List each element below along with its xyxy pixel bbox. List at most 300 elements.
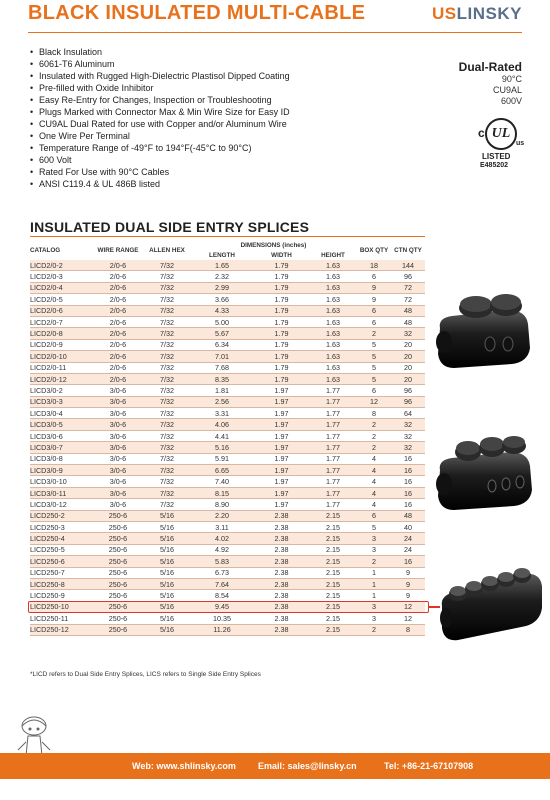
cell-height: 1.63 xyxy=(309,339,357,350)
cell-catalog: LICD250-3 xyxy=(30,521,92,532)
cell-allen-hex: 7/32 xyxy=(144,328,190,339)
cell-height: 1.63 xyxy=(309,373,357,384)
cell-catalog: LICD2/0-2 xyxy=(30,260,92,271)
feature-item: • 600 Volt xyxy=(30,154,430,166)
feature-item: • 6061-T6 Aluminum xyxy=(30,58,430,70)
cell-catalog: LICD2/0-10 xyxy=(30,351,92,362)
cell-width: 1.79 xyxy=(254,362,309,373)
cell-wire-range: 250-6 xyxy=(92,521,144,532)
cell-box-qty: 1 xyxy=(357,578,391,589)
cell-wire-range: 2/0-6 xyxy=(92,294,144,305)
cell-width: 2.38 xyxy=(254,544,309,555)
cell-catalog: LICD2/0-12 xyxy=(30,373,92,384)
cell-catalog: LICD3/0-10 xyxy=(30,476,92,487)
cell-allen-hex: 5/16 xyxy=(144,613,190,624)
cell-height: 1.77 xyxy=(309,419,357,430)
cell-box-qty: 5 xyxy=(357,373,391,384)
cell-width: 2.38 xyxy=(254,590,309,601)
cell-catalog: LICD2/0-5 xyxy=(30,294,92,305)
cell-ctn-qty: 8 xyxy=(391,624,425,635)
cell-length: 2.56 xyxy=(190,396,254,407)
ul-listed-label: LISTED xyxy=(482,152,511,161)
cell-allen-hex: 7/32 xyxy=(144,316,190,327)
cell-height: 2.15 xyxy=(309,556,357,567)
cell-height: 1.63 xyxy=(309,294,357,305)
cell-length: 8.54 xyxy=(190,590,254,601)
table-row xyxy=(30,282,425,293)
cell-box-qty: 2 xyxy=(357,328,391,339)
cell-catalog: LICD3/0-11 xyxy=(30,487,92,498)
cell-box-qty: 4 xyxy=(357,465,391,476)
feature-item: • Temperature Range of -49°F to 194°F(-45°C to 90°C) xyxy=(30,142,430,154)
cell-width: 2.38 xyxy=(254,624,309,635)
cell-box-qty: 5 xyxy=(357,362,391,373)
cell-catalog: LICD2/0-8 xyxy=(30,328,92,339)
cell-ctn-qty: 16 xyxy=(391,465,425,476)
cell-catalog: LICD3/0-6 xyxy=(30,430,92,441)
cell-width: 2.38 xyxy=(254,510,309,521)
cell-height: 1.77 xyxy=(309,465,357,476)
cell-catalog: LICD3/0-8 xyxy=(30,453,92,464)
cell-allen-hex: 7/32 xyxy=(144,305,190,316)
cell-box-qty: 2 xyxy=(357,442,391,453)
cell-catalog: LICD2/0-4 xyxy=(30,282,92,293)
feature-item: • Easy Re-Entry for Changes, Inspection or Troubleshooting xyxy=(30,94,430,106)
table-row xyxy=(30,567,425,578)
footer-tel: Tel: +86-21-67107908 xyxy=(384,761,474,771)
cell-wire-range: 250-6 xyxy=(92,590,144,601)
cell-wire-range: 250-6 xyxy=(92,578,144,589)
cell-allen-hex: 5/16 xyxy=(144,544,190,555)
feature-list xyxy=(30,46,430,190)
cell-length: 7.40 xyxy=(190,476,254,487)
cell-width: 1.79 xyxy=(254,339,309,350)
table-row xyxy=(30,487,425,498)
cell-wire-range: 2/0-6 xyxy=(92,339,144,350)
cell-width: 1.79 xyxy=(254,282,309,293)
cell-box-qty: 1 xyxy=(357,590,391,601)
cell-wire-range: 3/0-6 xyxy=(92,408,144,419)
cell-allen-hex: 7/32 xyxy=(144,294,190,305)
table-row xyxy=(30,430,425,441)
cell-width: 2.38 xyxy=(254,601,309,612)
cell-wire-range: 3/0-6 xyxy=(92,442,144,453)
cell-length: 10.35 xyxy=(190,613,254,624)
cell-wire-range: 250-6 xyxy=(92,567,144,578)
section-divider xyxy=(30,236,425,237)
ul-listed-mark-icon xyxy=(480,118,524,172)
cell-length: 5.16 xyxy=(190,442,254,453)
cell-catalog: LICD3/0-9 xyxy=(30,465,92,476)
cell-box-qty: 3 xyxy=(357,613,391,624)
cell-allen-hex: 7/32 xyxy=(144,487,190,498)
cell-wire-range: 250-6 xyxy=(92,556,144,567)
cell-catalog: LICD2/0-9 xyxy=(30,339,92,350)
cell-box-qty: 5 xyxy=(357,521,391,532)
table-row xyxy=(30,556,425,567)
dual-rated-block xyxy=(422,60,522,107)
cell-wire-range: 250-6 xyxy=(92,510,144,521)
cell-height: 2.15 xyxy=(309,613,357,624)
cell-box-qty: 2 xyxy=(357,624,391,635)
cell-width: 1.97 xyxy=(254,408,309,419)
cell-wire-range: 3/0-6 xyxy=(92,499,144,510)
cell-height: 1.77 xyxy=(309,499,357,510)
table-row xyxy=(30,544,425,555)
cell-length: 7.01 xyxy=(190,351,254,362)
cell-allen-hex: 7/32 xyxy=(144,362,190,373)
cell-height: 1.77 xyxy=(309,408,357,419)
cell-box-qty: 18 xyxy=(357,260,391,271)
cell-wire-range: 2/0-6 xyxy=(92,305,144,316)
table-row xyxy=(30,578,425,589)
table-row xyxy=(30,294,425,305)
logo-prefix: US xyxy=(432,4,457,23)
cell-length: 5.67 xyxy=(190,328,254,339)
cell-box-qty: 12 xyxy=(357,396,391,407)
cell-ctn-qty: 16 xyxy=(391,556,425,567)
cell-box-qty: 4 xyxy=(357,453,391,464)
cell-catalog: LICD250-5 xyxy=(30,544,92,555)
cell-ctn-qty: 32 xyxy=(391,419,425,430)
cell-ctn-qty: 20 xyxy=(391,362,425,373)
cell-allen-hex: 7/32 xyxy=(144,373,190,384)
cell-height: 1.77 xyxy=(309,453,357,464)
cell-wire-range: 3/0-6 xyxy=(92,385,144,396)
cell-allen-hex: 5/16 xyxy=(144,521,190,532)
splice-multi-port-image xyxy=(436,556,546,646)
cell-height: 1.77 xyxy=(309,430,357,441)
splice-2-port-image xyxy=(430,288,540,374)
cell-height: 1.77 xyxy=(309,385,357,396)
cell-wire-range: 250-6 xyxy=(92,544,144,555)
cell-ctn-qty: 24 xyxy=(391,544,425,555)
cell-height: 1.63 xyxy=(309,305,357,316)
feature-item: • Pre-filled with Oxide Inhibitor xyxy=(30,82,430,94)
cell-length: 8.90 xyxy=(190,499,254,510)
cell-ctn-qty: 32 xyxy=(391,430,425,441)
footer-bar xyxy=(0,753,550,779)
cell-height: 1.63 xyxy=(309,316,357,327)
feature-item: • CU9AL Dual Rated for use with Copper and/or Aluminum Wire xyxy=(30,118,430,130)
cell-height: 2.15 xyxy=(309,624,357,635)
cell-height: 2.15 xyxy=(309,533,357,544)
col-header-catalog: CATALOG xyxy=(30,246,61,254)
cell-length: 7.68 xyxy=(190,362,254,373)
col-header-ctn-qty: CTN QTY xyxy=(394,246,422,254)
cell-ctn-qty: 9 xyxy=(391,590,425,601)
table-footnote: *LICD refers to Dual Side Entry Splices, LICS refers to Single Side Entry Splices xyxy=(30,671,261,678)
cell-box-qty: 6 xyxy=(357,305,391,316)
cell-wire-range: 2/0-6 xyxy=(92,328,144,339)
highlighted-row-outline xyxy=(28,601,429,613)
ul-file-number: E485202 xyxy=(480,162,509,169)
cell-width: 1.79 xyxy=(254,351,309,362)
cell-allen-hex: 7/32 xyxy=(144,499,190,510)
cell-box-qty: 5 xyxy=(357,351,391,362)
table-row xyxy=(30,624,425,635)
section-title: INSULATED DUAL SIDE ENTRY SPLICES xyxy=(30,219,310,235)
cell-width: 2.38 xyxy=(254,578,309,589)
cell-length: 2.20 xyxy=(190,510,254,521)
cell-allen-hex: 7/32 xyxy=(144,351,190,362)
cell-width: 2.38 xyxy=(254,567,309,578)
table-row xyxy=(30,590,425,601)
feature-item: • One Wire Per Terminal xyxy=(30,130,430,142)
cell-catalog: LICD250-2 xyxy=(30,510,92,521)
table-row xyxy=(30,362,425,373)
cell-length: 4.33 xyxy=(190,305,254,316)
cell-wire-range: 2/0-6 xyxy=(92,351,144,362)
cell-ctn-qty: 20 xyxy=(391,373,425,384)
cell-height: 2.15 xyxy=(309,544,357,555)
cell-allen-hex: 7/32 xyxy=(144,396,190,407)
rating-line: 90°C xyxy=(501,74,522,84)
cell-height: 2.15 xyxy=(309,590,357,601)
cell-width: 1.79 xyxy=(254,373,309,384)
feature-item: • Plugs Marked with Connector Max & Min Wire Size for Easy ID xyxy=(30,106,430,118)
cell-catalog: LICD250-6 xyxy=(30,556,92,567)
table-row xyxy=(30,476,425,487)
cell-allen-hex: 7/32 xyxy=(144,442,190,453)
cell-length: 8.15 xyxy=(190,487,254,498)
feature-item: • Insulated with Rugged High-Dielectric Plastisol Dipped Coating xyxy=(30,70,430,82)
cell-wire-range: 3/0-6 xyxy=(92,465,144,476)
cell-box-qty: 5 xyxy=(357,339,391,350)
cell-catalog: LICD250-7 xyxy=(30,567,92,578)
table-row xyxy=(30,271,425,282)
cell-width: 1.79 xyxy=(254,271,309,282)
cell-width: 1.97 xyxy=(254,419,309,430)
ul-us-mark: us xyxy=(516,140,525,147)
cell-width: 2.38 xyxy=(254,521,309,532)
cell-height: 1.77 xyxy=(309,396,357,407)
cell-catalog: LICD250-10 xyxy=(30,601,92,612)
table-row xyxy=(30,419,425,430)
table-row xyxy=(30,351,425,362)
cell-ctn-qty: 16 xyxy=(391,453,425,464)
cell-box-qty: 6 xyxy=(357,385,391,396)
ul-c-mark: c xyxy=(478,126,485,140)
cell-length: 2.99 xyxy=(190,282,254,293)
cell-box-qty: 6 xyxy=(357,271,391,282)
cell-ctn-qty: 16 xyxy=(391,476,425,487)
cell-width: 1.79 xyxy=(254,316,309,327)
cell-catalog: LICD250-9 xyxy=(30,590,92,601)
cell-box-qty: 4 xyxy=(357,487,391,498)
cell-length: 6.34 xyxy=(190,339,254,350)
rating-title: Dual-Rated xyxy=(458,60,522,74)
cell-allen-hex: 5/16 xyxy=(144,624,190,635)
cell-catalog: LICD250-12 xyxy=(30,624,92,635)
cell-width: 1.97 xyxy=(254,396,309,407)
table-row xyxy=(30,396,425,407)
feature-item: • Rated For Use with 90°C Cables xyxy=(30,166,430,178)
cell-length: 2.32 xyxy=(190,271,254,282)
cell-catalog: LICD2/0-11 xyxy=(30,362,92,373)
ul-circle: UL xyxy=(485,118,517,150)
page-header xyxy=(0,0,550,36)
cell-length: 4.41 xyxy=(190,430,254,441)
cell-ctn-qty: 48 xyxy=(391,305,425,316)
table-row xyxy=(30,499,425,510)
cell-height: 1.63 xyxy=(309,328,357,339)
col-header-allen-hex: ALLEN HEX xyxy=(149,246,185,254)
table-row xyxy=(30,442,425,453)
rating-line: 600V xyxy=(500,96,522,106)
brand-logo xyxy=(432,4,522,24)
cell-ctn-qty: 16 xyxy=(391,487,425,498)
cell-allen-hex: 5/16 xyxy=(144,510,190,521)
cell-wire-range: 250-6 xyxy=(92,533,144,544)
cell-allen-hex: 7/32 xyxy=(144,339,190,350)
cell-width: 1.97 xyxy=(254,453,309,464)
cell-ctn-qty: 96 xyxy=(391,385,425,396)
cell-wire-range: 3/0-6 xyxy=(92,430,144,441)
cell-allen-hex: 5/16 xyxy=(144,578,190,589)
cell-length: 4.06 xyxy=(190,419,254,430)
cell-box-qty: 3 xyxy=(357,544,391,555)
cell-length: 5.83 xyxy=(190,556,254,567)
table-row xyxy=(30,316,425,327)
cell-catalog: LICD2/0-3 xyxy=(30,271,92,282)
cell-length: 6.65 xyxy=(190,465,254,476)
cell-catalog: LICD3/0-2 xyxy=(30,385,92,396)
cell-allen-hex: 7/32 xyxy=(144,476,190,487)
table-row xyxy=(30,260,425,271)
cell-wire-range: 250-6 xyxy=(92,613,144,624)
table-row xyxy=(30,328,425,339)
logo-suffix: LINSKY xyxy=(456,4,522,23)
cell-catalog: LICD3/0-4 xyxy=(30,408,92,419)
cell-ctn-qty: 48 xyxy=(391,316,425,327)
cell-wire-range: 2/0-6 xyxy=(92,316,144,327)
cell-length: 8.35 xyxy=(190,373,254,384)
cell-height: 1.63 xyxy=(309,260,357,271)
col-header-dimensions: DIMENSIONS (inches) xyxy=(240,241,307,249)
cell-ctn-qty: 72 xyxy=(391,282,425,293)
footer-email: Email: sales@linsky.cn xyxy=(258,761,357,771)
cell-wire-range: 2/0-6 xyxy=(92,362,144,373)
col-header-height: HEIGHT xyxy=(321,251,345,259)
cell-box-qty: 2 xyxy=(357,419,391,430)
cell-height: 2.15 xyxy=(309,567,357,578)
cell-catalog: LICD3/0-7 xyxy=(30,442,92,453)
cell-wire-range: 2/0-6 xyxy=(92,260,144,271)
col-header-wire-range: WIRE RANGE xyxy=(97,246,139,254)
cell-wire-range: 3/0-6 xyxy=(92,487,144,498)
cell-allen-hex: 7/32 xyxy=(144,419,190,430)
cell-ctn-qty: 32 xyxy=(391,328,425,339)
cell-box-qty: 4 xyxy=(357,499,391,510)
table-row xyxy=(30,533,425,544)
cell-ctn-qty: 16 xyxy=(391,499,425,510)
table-row xyxy=(30,510,425,521)
cell-box-qty: 9 xyxy=(357,282,391,293)
cell-length: 4.92 xyxy=(190,544,254,555)
cell-catalog: LICD250-4 xyxy=(30,533,92,544)
cell-width: 2.38 xyxy=(254,533,309,544)
cell-wire-range: 2/0-6 xyxy=(92,282,144,293)
cell-catalog: LICD250-8 xyxy=(30,578,92,589)
col-header-box-qty: BOX QTY xyxy=(359,246,389,254)
cell-wire-range: 3/0-6 xyxy=(92,419,144,430)
spec-table xyxy=(30,240,425,636)
cell-ctn-qty: 96 xyxy=(391,396,425,407)
cell-catalog: LICD3/0-3 xyxy=(30,396,92,407)
cell-width: 1.79 xyxy=(254,305,309,316)
cell-height: 1.77 xyxy=(309,487,357,498)
cell-height: 1.63 xyxy=(309,282,357,293)
cell-allen-hex: 7/32 xyxy=(144,430,190,441)
cell-ctn-qty: 96 xyxy=(391,271,425,282)
cell-length: 6.73 xyxy=(190,567,254,578)
cell-box-qty: 4 xyxy=(357,476,391,487)
cell-ctn-qty: 9 xyxy=(391,567,425,578)
cell-length: 7.64 xyxy=(190,578,254,589)
cell-box-qty: 8 xyxy=(357,408,391,419)
cell-width: 1.97 xyxy=(254,487,309,498)
cell-catalog: LICD3/0-12 xyxy=(30,499,92,510)
table-row xyxy=(30,373,425,384)
cell-length: 1.81 xyxy=(190,385,254,396)
cell-allen-hex: 7/32 xyxy=(144,260,190,271)
cell-ctn-qty: 20 xyxy=(391,339,425,350)
cell-height: 1.63 xyxy=(309,271,357,282)
table-row xyxy=(30,453,425,464)
table-row xyxy=(30,613,425,624)
col-header-width: WIDTH xyxy=(271,251,292,259)
cell-ctn-qty: 64 xyxy=(391,408,425,419)
cell-ctn-qty: 9 xyxy=(391,578,425,589)
cell-wire-range: 250-6 xyxy=(92,624,144,635)
cell-wire-range: 3/0-6 xyxy=(92,453,144,464)
cell-allen-hex: 5/16 xyxy=(144,590,190,601)
cell-allen-hex: 7/32 xyxy=(144,282,190,293)
cell-allen-hex: 7/32 xyxy=(144,465,190,476)
cell-width: 1.97 xyxy=(254,499,309,510)
cell-length: 9.45 xyxy=(190,601,254,612)
feature-item: • Black Insulation xyxy=(30,46,430,58)
table-row xyxy=(30,339,425,350)
cell-wire-range: 2/0-6 xyxy=(92,373,144,384)
cell-height: 1.77 xyxy=(309,476,357,487)
page-title: BLACK INSULATED MULTI-CABLE xyxy=(28,2,366,24)
spec-table-body xyxy=(30,260,425,635)
cell-height: 1.77 xyxy=(309,442,357,453)
cell-length: 3.11 xyxy=(190,521,254,532)
table-row xyxy=(30,385,425,396)
cell-width: 1.97 xyxy=(254,476,309,487)
cell-ctn-qty: 40 xyxy=(391,521,425,532)
cell-length: 4.02 xyxy=(190,533,254,544)
cell-width: 1.97 xyxy=(254,465,309,476)
cell-ctn-qty: 32 xyxy=(391,442,425,453)
cell-width: 1.79 xyxy=(254,328,309,339)
cell-ctn-qty: 48 xyxy=(391,510,425,521)
cell-ctn-qty: 144 xyxy=(391,260,425,271)
cell-wire-range: 3/0-6 xyxy=(92,396,144,407)
cell-width: 1.79 xyxy=(254,260,309,271)
cell-wire-range: 2/0-6 xyxy=(92,271,144,282)
cell-catalog: LICD250-11 xyxy=(30,613,92,624)
cell-length: 5.00 xyxy=(190,316,254,327)
cell-width: 1.97 xyxy=(254,442,309,453)
feature-item: • ANSI C119.4 & UL 486B listed xyxy=(30,178,430,190)
cell-height: 2.15 xyxy=(309,521,357,532)
cell-length: 11.26 xyxy=(190,624,254,635)
cell-wire-range: 3/0-6 xyxy=(92,476,144,487)
